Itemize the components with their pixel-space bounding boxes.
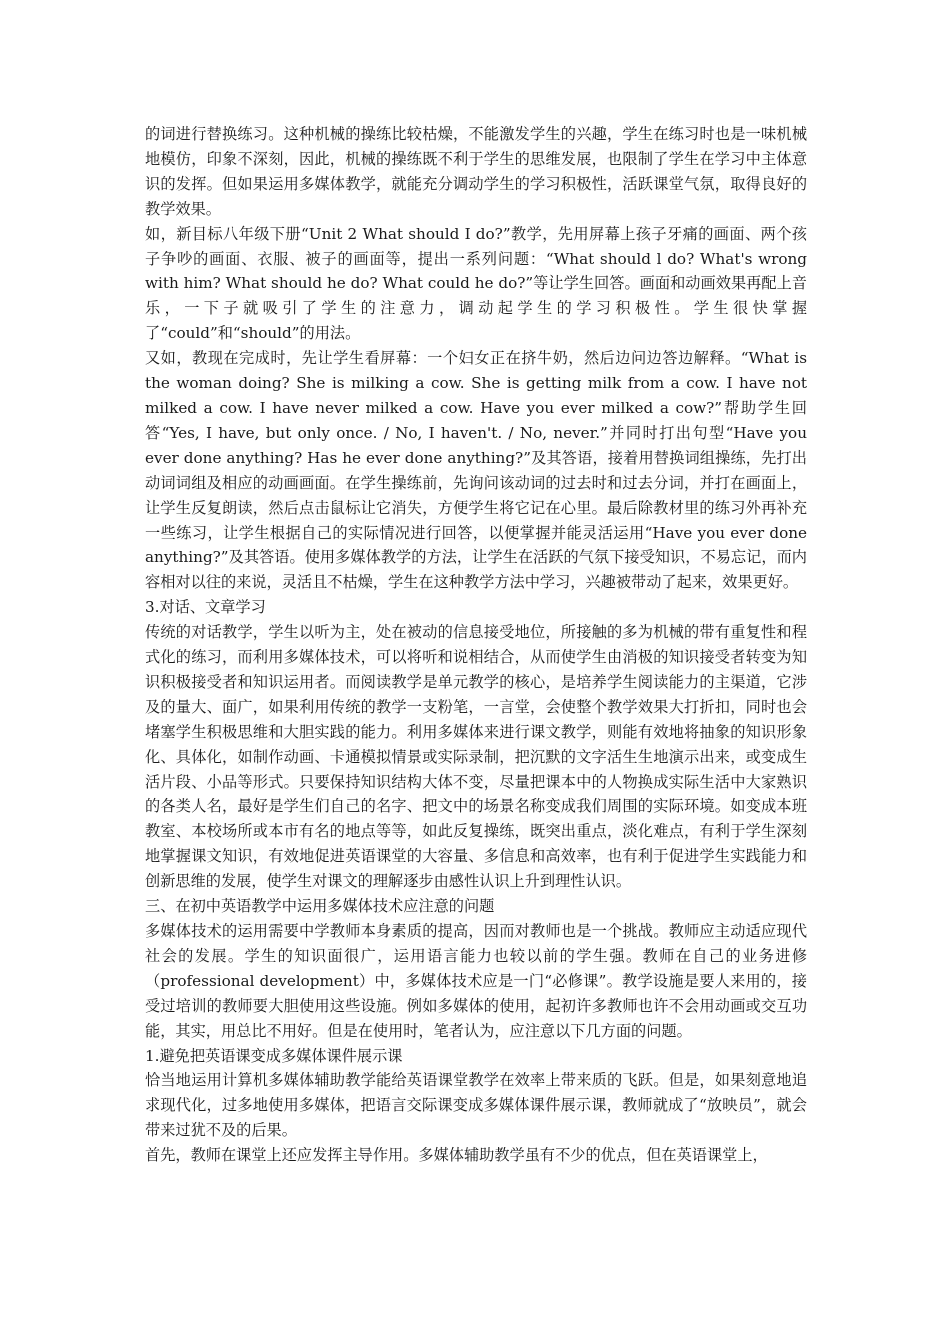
section-heading-3: 3.对话、文章学习 — [145, 598, 266, 617]
paragraph-2: 如，新目标八年级下册“Unit 2 What should I do?”教学，先用屏幕上孩子牙痛的画面、两个孩子争吵的画面、衣服、被子的画面等，提出一系列问题：“What should l do? What's wrong with him? What should he do? What could he do?”等让学生回答。画面和动画效果再配上音乐，一下子就吸引了学生的注意力，调动起学生的学习积极性。学生很快掌握了“could”和“should”的用法。 — [145, 224, 807, 343]
paragraph-7: 首先，教师在课堂上还应发挥主导作用。多媒体辅助教学虽有不少的优点，但在英语课堂上， — [145, 1146, 768, 1165]
document-page — [145, 122, 807, 1168]
paragraph-3: 又如，教现在完成时，先让学生看屏幕：一个妇女正在挤牛奶，然后边问边答边解释。“What is the woman doing? She is milking a cow. She is getting milk from a cow. I have not milked a cow. I have never milked a cow. Have you ever milked a cow?”帮助学生回答“Yes, I have, but only once. / No, I haven't. / No, never.”并同时打出句型“Have you ever done anything? Has he ever done anything?”及其答语，接着用替换词组操练，先打出动词词组及相应的动画画面。在学生操练前，先询问该动词的过去时和过去分词，并打在画面上，让学生反复朗读，然后点击鼠标让它消失，方便学生将它记在心里。最后除教材里的练习外再补充一些练习，让学生根据自己的实际情况进行回答，以便掌握并能灵活运用“Have you ever done anything?”及其答语。使用多媒体教学的方法，让学生在活跃的气氛下接受知识，不易忘记，而内容相对以往的来说，灵活且不枯燥，学生在这种教学方法中学习，兴趣被带动了起来，效果更好。 — [145, 349, 807, 592]
paragraph-5: 多媒体技术的运用需要中学教师本身素质的提高，因而对教师也是一个挑战。教师应主动适应现代社会的发展。学生的知识面很广，运用语言能力也较以前的学生强。教师在自己的业务进修（professional development）中，多媒体技术应是一门“必修课”。教学设施是要人来用的，接受过培训的教师要大胆使用这些设施。例如多媒体的使用，起初许多教师也许不会用动画或交互功能，其实，用总比不用好。但是在使用时，笔者认为，应注意以下几方面的问题。 — [145, 922, 807, 1040]
paragraph-6: 恰当地运用计算机多媒体辅助教学能给英语课堂教学在效率上带来质的飞跃。但是，如果刻意地追求现代化，过多地使用多媒体，把语言交际课变成多媒体课件展示课，教师就成了“放映员”，就会带来过犹不及的后果。 — [145, 1071, 807, 1140]
section-heading-1: 1.避免把英语课变成多媒体课件展示课 — [145, 1046, 403, 1065]
section-heading-part-3: 三、在初中英语教学中运用多媒体技术应注意的问题 — [145, 897, 495, 916]
paragraph-1: 的词进行替换练习。这种机械的操练比较枯燥，不能激发学生的兴趣，学生在练习时也是一味机械地模仿，印象不深刻，因此，机械的操练既不利于学生的思维发展，也限制了学生在学习中主体意识的发挥。但如果运用多媒体教学，就能充分调动学生的学习积极性，活跃课堂气氛，取得良好的教学效果。 — [145, 125, 807, 218]
paragraph-4: 传统的对话教学，学生以听为主，处在被动的信息接受地位，所接触的多为机械的带有重复性和程式化的练习，而利用多媒体技术，可以将听和说相结合，从而使学生由消极的知识接受者转变为知识积极接受者和知识运用者。而阅读教学是单元教学的核心，是培养学生阅读能力的主渠道，它涉及的量大、面广，如果利用传统的教学一支粉笔，一言堂，会使整个教学效果大打折扣，同时也会堵塞学生积极思维和大胆实践的能力。利用多媒体来进行课文教学，则能有效地将抽象的知识形象化、具体化，如制作动画、卡通模拟情景或实际录制，把沉默的文字活生生地演示出来，或变成生活片段、小品等形式。只要保持知识结构大体不变，尽量把课本中的人物换成实际生活中大家熟识的各类人名，最好是学生们自己的名字、把文中的场景名称变成我们周围的实际环境。如变成本班教室、本校场所或本市有名的地点等等，如此反复操练，既突出重点，淡化难点，有利于学生深刻地掌握课文知识，有效地促进英语课堂的大容量、多信息和高效率，也有利于促进学生实践能力和创新思维的发展，使学生对课文的理解逐步由感性认识上升到理性认识。 — [145, 623, 807, 891]
